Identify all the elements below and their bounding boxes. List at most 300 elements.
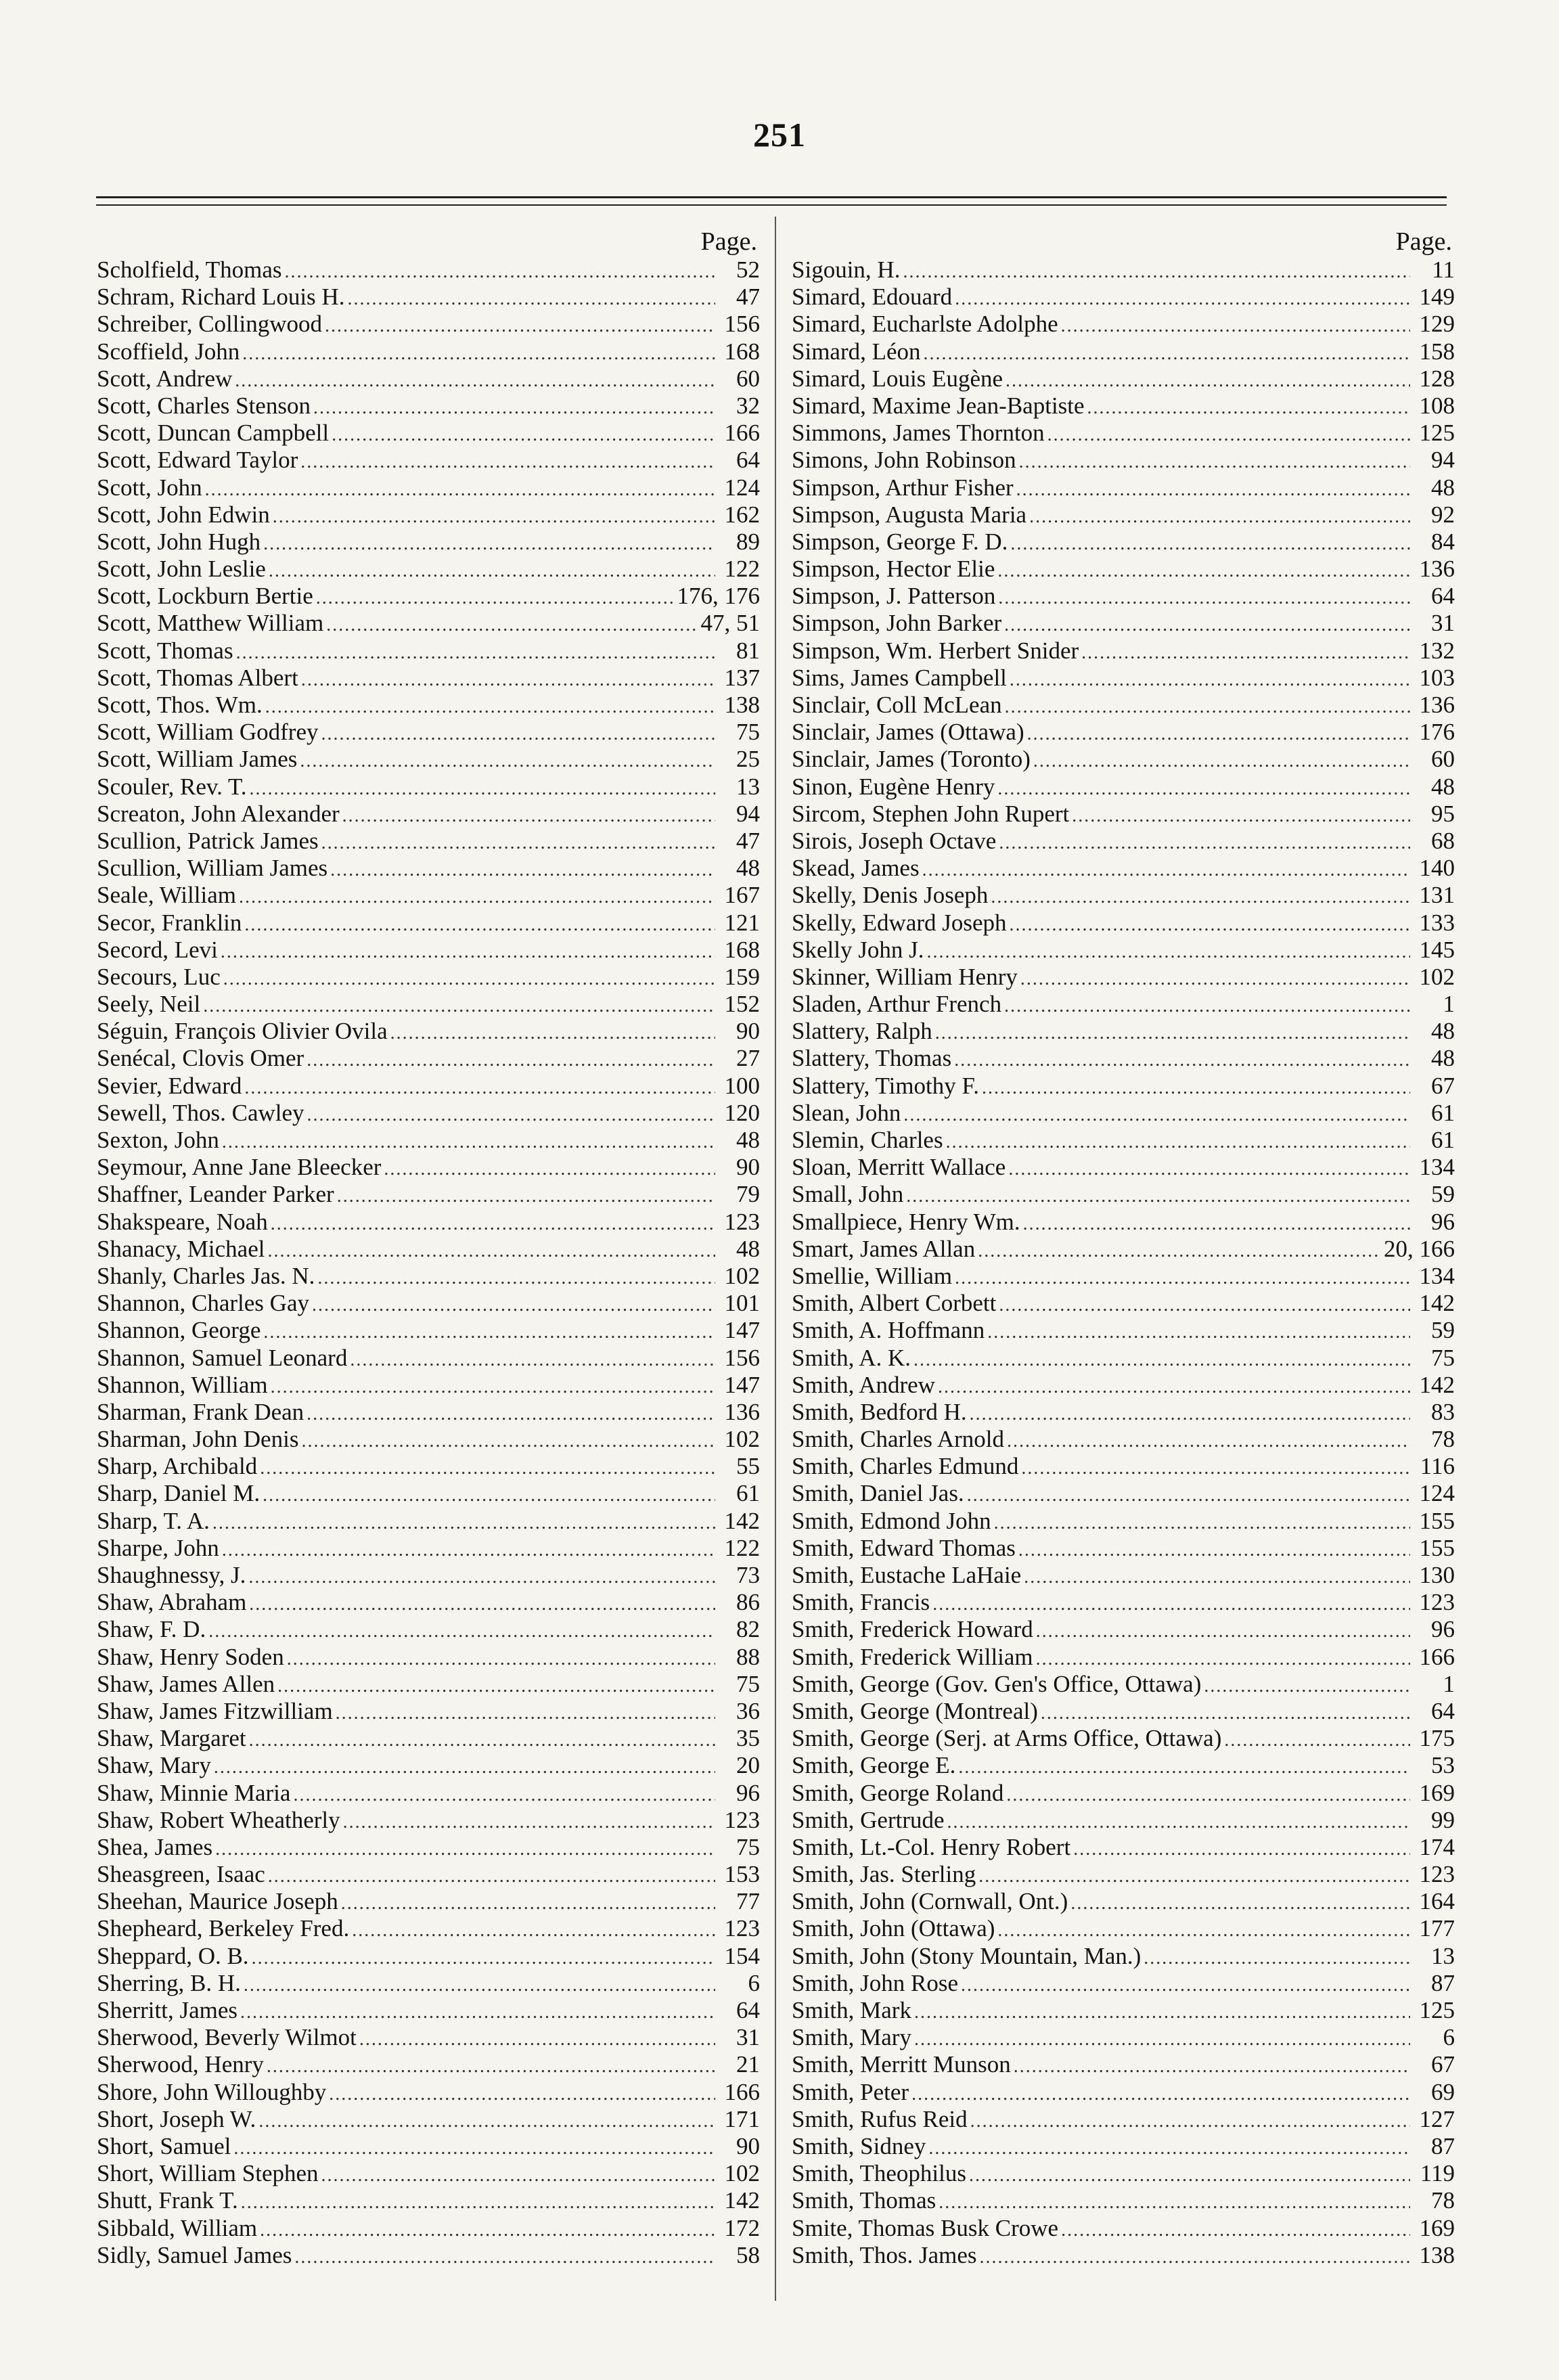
entry-page: 147: [724, 1371, 760, 1398]
entry-name: Scott, Thomas: [97, 637, 233, 664]
leader-dots: [249, 1727, 715, 1752]
entry-name: Smallpiece, Henry Wm.: [792, 1208, 1020, 1235]
entry-page: 123: [724, 1208, 760, 1235]
entry-page: 124: [724, 474, 760, 501]
index-entry: [97, 1535, 760, 1562]
index-entry: [792, 1372, 1455, 1399]
index-entry: [792, 2242, 1455, 2269]
index-entry: [97, 1181, 760, 1208]
entry-page: 125: [1419, 1997, 1455, 2023]
entry-page: 58: [736, 2241, 760, 2268]
leader-dots: [301, 1428, 715, 1453]
entry-page: 90: [736, 1018, 760, 1045]
index-entry: [792, 1317, 1455, 1344]
index-entry: [97, 284, 760, 311]
leader-dots: [316, 585, 673, 610]
entry-page: 152: [724, 991, 760, 1018]
entry-page: 83: [1431, 1398, 1455, 1425]
index-entry: [792, 1453, 1455, 1480]
leader-dots: [1023, 1211, 1410, 1236]
entry-page: 32: [736, 392, 760, 419]
entry-page: 84: [1431, 528, 1455, 555]
index-entry: [792, 773, 1455, 801]
entry-page: 101: [724, 1290, 760, 1317]
leader-dots: [252, 1945, 715, 1970]
leader-dots: [978, 1238, 1380, 1263]
index-entry: [97, 801, 760, 828]
index-entry: [792, 1426, 1455, 1453]
entry-page: 94: [1431, 447, 1455, 474]
index-entry: [792, 1236, 1455, 1263]
leader-dots: [313, 395, 715, 420]
entry-name: Smart, James Allan: [792, 1235, 976, 1262]
entry-name: Scott, Thos. Wm.: [97, 692, 263, 718]
entry-name: Sloan, Merritt Wallace: [792, 1154, 1006, 1181]
leader-dots: [1008, 1156, 1410, 1181]
entry-page: 122: [724, 1534, 760, 1561]
index-entry: [97, 1453, 760, 1480]
entry-name: Shannon, Charles Gay: [97, 1290, 309, 1317]
entry-page: 159: [724, 963, 760, 990]
leader-dots: [273, 503, 715, 529]
entry-page: 48: [736, 1127, 760, 1153]
leader-dots: [1018, 1537, 1410, 1562]
leader-dots: [390, 1020, 715, 1045]
header-rule: [96, 196, 1447, 198]
leader-dots: [958, 1754, 1410, 1779]
index-entry: [792, 392, 1455, 420]
entry-page: 136: [1419, 556, 1455, 583]
entry-name: Shaughnessy, J.: [97, 1562, 246, 1588]
leader-dots: [242, 340, 715, 365]
entry-name: Smith, George (Serj. at Arms Office, Ottawa): [792, 1725, 1222, 1752]
entry-name: Smith, Andrew: [792, 1371, 935, 1398]
index-entry: [97, 746, 760, 773]
index-entry: [97, 1154, 760, 1181]
entry-name: Smith, Theophilus: [792, 2160, 966, 2187]
page-number: 251: [753, 116, 806, 154]
leader-dots: [1036, 1618, 1410, 1643]
entry-name: Shea, James: [97, 1833, 213, 1860]
entry-name: Slattery, Ralph: [792, 1018, 932, 1045]
entry-name: Simard, Edouard: [792, 284, 953, 311]
index-entry: [792, 1100, 1455, 1127]
header-rule: [96, 204, 1447, 206]
leader-dots: [999, 830, 1410, 855]
leader-dots: [970, 2108, 1410, 2133]
entry-page: 31: [736, 2024, 760, 2051]
entry-name: Smith, Mary: [792, 2024, 911, 2051]
entry-name: Scoffield, John: [97, 338, 240, 365]
index-entry: [97, 2160, 760, 2187]
entry-name: Skinner, William Henry: [792, 963, 1018, 990]
entry-page: 120: [724, 1099, 760, 1126]
entry-name: Scott, John Edwin: [97, 501, 270, 528]
leader-dots: [1010, 912, 1410, 937]
entry-page: 47, 51: [700, 610, 760, 637]
leader-dots: [1070, 1890, 1410, 1915]
entry-name: Smith, Thomas: [792, 2187, 936, 2214]
leader-dots: [1033, 748, 1410, 773]
entry-name: Scott, Lockburn Bertie: [97, 583, 313, 610]
entry-page: 48: [736, 855, 760, 882]
entry-page: 128: [1419, 365, 1455, 392]
entry-page: 147: [724, 1317, 760, 1344]
leader-dots: [239, 884, 715, 909]
index-entry: [792, 1725, 1455, 1752]
leader-dots: [212, 1510, 715, 1535]
entry-name: Scott, Andrew: [97, 365, 233, 392]
leader-dots: [343, 1809, 715, 1834]
leader-dots: [347, 286, 715, 311]
entry-name: Secours, Luc: [97, 963, 221, 990]
entry-page: 53: [1431, 1752, 1455, 1779]
entry-name: Shannon, William: [97, 1371, 268, 1398]
index-entry: [97, 2051, 760, 2078]
index-entry: [97, 910, 760, 937]
entry-page: 73: [736, 1562, 760, 1588]
leader-dots: [221, 939, 715, 964]
index-entry: [792, 1480, 1455, 1507]
entry-name: Smith, Charles Edmund: [792, 1453, 1019, 1480]
entry-name: Scouler, Rev. T.: [97, 773, 247, 800]
entry-page: 87: [1431, 1969, 1455, 1996]
entry-name: Simard, Maxime Jean-Baptiste: [792, 392, 1085, 419]
entry-name: Smith, Lt.-Col. Henry Robert: [792, 1833, 1071, 1860]
leader-dots: [329, 2081, 715, 2106]
index-entry: [97, 2133, 760, 2160]
entry-name: Smith, Jas. Sterling: [792, 1861, 976, 1888]
entry-name: Smith, Frederick Howard: [792, 1616, 1033, 1643]
entry-name: Sevier, Edward: [97, 1072, 242, 1099]
entry-name: Simpson, Wm. Herbert Snider: [792, 637, 1079, 664]
leader-dots: [1224, 1727, 1410, 1752]
index-entry: [97, 2242, 760, 2269]
leader-dots: [263, 531, 715, 556]
entry-name: Slean, John: [792, 1099, 901, 1126]
entry-page: 121: [724, 909, 760, 936]
leader-dots: [955, 1265, 1410, 1290]
entry-page: 47: [736, 284, 760, 311]
entry-page: 61: [736, 1480, 760, 1507]
entry-page: 116: [1420, 1453, 1455, 1480]
entry-name: Smith, Edmond John: [792, 1507, 991, 1534]
index-entry: [97, 1018, 760, 1045]
entry-page: 136: [724, 1398, 760, 1425]
leader-dots: [267, 2053, 715, 2078]
entry-page: 155: [1419, 1507, 1455, 1534]
entry-name: Sherwood, Beverly Wilmot: [97, 2024, 357, 2051]
entry-name: Simpson, George F. D.: [792, 528, 1008, 555]
leader-dots: [1010, 667, 1410, 692]
entry-page: 59: [1431, 1181, 1455, 1208]
entry-name: Simpson, Arthur Fisher: [792, 474, 1014, 501]
leader-dots: [203, 993, 715, 1018]
leader-dots: [294, 2244, 715, 2269]
entry-page: 123: [724, 1806, 760, 1833]
entry-name: Simons, John Robinson: [792, 447, 1016, 474]
leader-dots: [260, 2217, 715, 2242]
index-entry: [792, 556, 1455, 583]
entry-name: Smith, Merritt Munson: [792, 2051, 1011, 2078]
index-entry: [792, 910, 1455, 937]
index-entry: [792, 1671, 1455, 1698]
index-entry: [97, 1915, 760, 1942]
entry-name: Smite, Thomas Busk Crowe: [792, 2214, 1059, 2241]
entry-name: Smith, Daniel Jas.: [792, 1480, 964, 1507]
leader-dots: [946, 1129, 1410, 1154]
index-entry: [97, 1997, 760, 2024]
entry-name: Smith, Francis: [792, 1589, 930, 1616]
leader-dots: [1073, 1836, 1410, 1861]
leader-dots: [1061, 313, 1410, 338]
index-entry: [792, 311, 1455, 338]
index-entry: [792, 1209, 1455, 1236]
entry-name: Scott, John Hugh: [97, 528, 261, 555]
entry-name: Simard, Eucharlste Adolphe: [792, 311, 1058, 338]
entry-name: Smith, Albert Corbett: [792, 1290, 997, 1317]
index-entry: [97, 991, 760, 1018]
entry-page: 123: [1419, 1589, 1455, 1616]
entry-page: 129: [1419, 311, 1455, 338]
index-entry: [97, 1671, 760, 1698]
index-entry: [97, 392, 760, 420]
leader-dots: [914, 2026, 1410, 2051]
entry-page: 75: [1431, 1344, 1455, 1371]
entry-name: Smith, George E.: [792, 1752, 956, 1779]
leader-dots: [994, 1510, 1410, 1535]
entry-name: Simpson, J. Patterson: [792, 583, 996, 610]
entry-page: 174: [1419, 1833, 1455, 1860]
index-entry: [97, 1970, 760, 1997]
index-entry: [792, 447, 1455, 474]
entry-name: Scullion, William James: [97, 855, 328, 882]
entry-name: Smith, Peter: [792, 2078, 909, 2105]
leader-dots: [939, 2189, 1410, 2214]
leader-dots: [928, 2135, 1410, 2160]
entry-page: 36: [736, 1697, 760, 1724]
entry-name: Scott, Thomas Albert: [97, 664, 298, 691]
index-entry: [792, 501, 1455, 529]
entry-name: Schram, Richard Louis H.: [97, 284, 345, 311]
entry-page: 154: [724, 1942, 760, 1969]
index-entry: [97, 1372, 760, 1399]
entry-name: Sirois, Joseph Octave: [792, 827, 997, 854]
index-entry: [792, 665, 1455, 692]
leader-dots: [903, 1102, 1410, 1127]
leader-dots: [307, 1102, 715, 1127]
index-entry: [97, 529, 760, 556]
leader-dots: [244, 1075, 715, 1100]
entry-page: 78: [1431, 2187, 1455, 2214]
entry-name: Simard, Louis Eugène: [792, 365, 1003, 392]
leader-dots: [268, 1863, 715, 1888]
entry-page: 175: [1419, 1725, 1455, 1752]
index-entry: [97, 1698, 760, 1725]
leader-dots: [999, 1292, 1410, 1317]
entry-page: 67: [1431, 1072, 1455, 1099]
entry-name: Skead, James: [792, 855, 920, 882]
index-entry: [792, 1045, 1455, 1072]
index-entry: [97, 1834, 760, 1861]
entry-page: 99: [1431, 1806, 1455, 1833]
entry-page: 92: [1431, 501, 1455, 528]
entry-page: 166: [724, 420, 760, 447]
index-entry: [792, 583, 1455, 610]
leader-dots: [1014, 2053, 1410, 2078]
leader-dots: [223, 966, 715, 991]
index-entry: [792, 828, 1455, 855]
leader-dots: [244, 1972, 715, 1997]
index-entry: [792, 1915, 1455, 1942]
entry-name: Shaw, F. D.: [97, 1616, 206, 1643]
leader-dots: [1036, 1646, 1410, 1671]
index-entry: [792, 474, 1455, 501]
entry-name: Smith, John Rose: [792, 1969, 959, 1996]
leader-dots: [241, 2189, 715, 2214]
entry-name: Slemin, Charles: [792, 1127, 943, 1153]
entry-name: Smith, Rufus Reid: [792, 2105, 968, 2132]
index-entry: [97, 2187, 760, 2214]
leader-dots: [1144, 1945, 1410, 1970]
entry-page: 176: [1419, 719, 1455, 746]
leader-dots: [935, 1020, 1410, 1045]
index-entry: [97, 610, 760, 637]
leader-dots: [998, 585, 1410, 610]
entry-name: Scott, William James: [97, 746, 298, 773]
entry-name: Smith, Thos. James: [792, 2241, 977, 2268]
index-entry: [792, 2079, 1455, 2106]
entry-page: 61: [1431, 1099, 1455, 1126]
leader-dots: [312, 1292, 715, 1317]
entry-name: Shannon, Samuel Leonard: [97, 1344, 348, 1371]
entry-name: Smith, Eustache LaHaie: [792, 1562, 1022, 1588]
entry-name: Sewell, Thos. Cawley: [97, 1099, 304, 1126]
leader-dots: [1005, 694, 1410, 719]
entry-name: Short, William Stephen: [97, 2160, 319, 2187]
leader-dots: [248, 1564, 715, 1589]
entry-page: 27: [736, 1045, 760, 1072]
column-divider: [775, 217, 776, 2301]
entry-name: Schreiber, Collingwood: [97, 311, 322, 338]
entry-name: Seely, Neil: [97, 991, 201, 1018]
index-entry: [792, 855, 1455, 882]
index-entry: [792, 1970, 1455, 1997]
entry-name: Scott, Matthew William: [97, 610, 324, 637]
entry-name: Skelly John J.: [792, 936, 924, 963]
index-entry: [792, 1589, 1455, 1616]
index-entry: [792, 1181, 1455, 1208]
leader-dots: [321, 2162, 715, 2187]
entry-page: 31: [1431, 610, 1455, 637]
leader-dots: [987, 1319, 1410, 1344]
entry-name: Senécal, Clovis Omer: [97, 1045, 304, 1072]
entry-name: Sharp, Daniel M.: [97, 1480, 261, 1507]
entry-page: 102: [724, 1262, 760, 1289]
entry-page: 20: [736, 1752, 760, 1779]
index-entry: [97, 1127, 760, 1154]
index-entry: [97, 420, 760, 447]
index-entry: [792, 1345, 1455, 1372]
entry-name: Small, John: [792, 1181, 904, 1208]
entry-page: 176, 176: [677, 583, 760, 610]
index-entry: [97, 2215, 760, 2242]
leader-dots: [1087, 395, 1410, 420]
index-entry: [792, 1508, 1455, 1535]
leader-dots: [1006, 1782, 1410, 1807]
entry-name: Shaw, James Fitzwilliam: [97, 1697, 333, 1724]
entry-page: 75: [736, 1670, 760, 1697]
entry-name: Sinclair, James (Ottawa): [792, 719, 1024, 746]
entry-page: 155: [1419, 1534, 1455, 1561]
index-entry: [97, 1644, 760, 1671]
leader-dots: [967, 1482, 1410, 1507]
entry-page: 64: [736, 1997, 760, 2023]
entry-page: 102: [724, 2160, 760, 2187]
entry-page: 96: [1431, 1208, 1455, 1235]
index-entry: [792, 1616, 1455, 1643]
column-header: Page.: [1395, 227, 1452, 256]
entry-name: Scott, Duncan Campbell: [97, 420, 330, 447]
entry-name: Short, Samuel: [97, 2132, 231, 2159]
index-entry: [792, 1861, 1455, 1888]
entry-name: Simmons, James Thornton: [792, 420, 1045, 447]
leader-dots: [1027, 721, 1410, 746]
leader-dots: [1041, 1700, 1410, 1725]
entry-name: Shore, John Willoughby: [97, 2078, 327, 2105]
entry-name: Scullion, Patrick James: [97, 827, 319, 854]
entry-page: 60: [736, 365, 760, 392]
entry-page: 48: [1431, 773, 1455, 800]
entry-page: 138: [1419, 2241, 1455, 2268]
leader-dots: [342, 803, 715, 828]
index-list-right: [792, 256, 1455, 2269]
leader-dots: [1010, 531, 1410, 556]
index-column-right: [792, 227, 1455, 2269]
entry-name: Skelly, Edward Joseph: [792, 909, 1007, 936]
leader-dots: [317, 1265, 715, 1290]
entry-page: 102: [724, 1426, 760, 1453]
index-entry: [792, 1263, 1455, 1290]
index-entry: [97, 1399, 760, 1426]
entry-name: Shepheard, Berkeley Fred.: [97, 1915, 350, 1942]
entry-page: 1: [1443, 991, 1455, 1018]
leader-dots: [978, 1863, 1410, 1888]
index-entry: [792, 1997, 1455, 2024]
index-entry: [97, 1861, 760, 1888]
leader-dots: [1006, 367, 1410, 392]
entry-page: 145: [1419, 936, 1455, 963]
leader-dots: [321, 721, 715, 746]
entry-page: 131: [1419, 882, 1455, 909]
entry-name: Sidly, Samuel James: [97, 2241, 292, 2268]
entry-name: Smith, Gertrude: [792, 1806, 945, 1833]
entry-page: 11: [1432, 256, 1455, 283]
leader-dots: [236, 639, 715, 665]
entry-name: Shaw, Abraham: [97, 1589, 247, 1616]
index-entry: [97, 665, 760, 692]
entry-page: 134: [1419, 1154, 1455, 1181]
index-entry: [97, 474, 760, 501]
index-column-left: [97, 227, 760, 2269]
index-entry: [97, 719, 760, 746]
index-entry: [97, 1562, 760, 1589]
entry-name: Smith, A. K.: [792, 1344, 911, 1371]
leader-dots: [341, 1890, 715, 1915]
leader-dots: [301, 667, 715, 692]
leader-dots: [359, 2026, 715, 2051]
index-entry: [97, 773, 760, 801]
